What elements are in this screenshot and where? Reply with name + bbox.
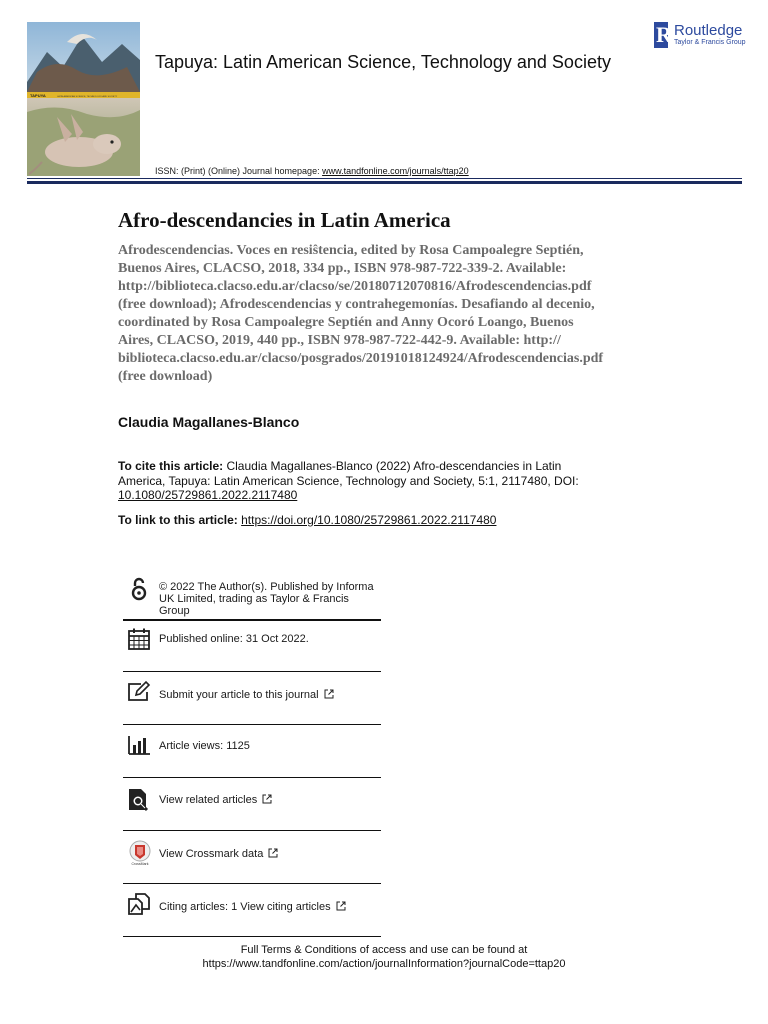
info-divider [123, 619, 381, 621]
article-title: Afro-descendancies in Latin America [118, 208, 451, 232]
subtitle-line: coordinated by Rosa Campoalegre Septién and Anny Ocoró Loango, Buenos [118, 315, 574, 330]
info-divider [123, 936, 381, 937]
bar-chart-icon [127, 733, 151, 757]
article-subtitle [118, 242, 638, 386]
issn-line [155, 166, 469, 176]
terms-footer [0, 943, 768, 971]
header-divider-thin [27, 178, 742, 179]
published-date: Published online: 31 Oct 2022. [159, 633, 309, 645]
publisher-group: Taylor & Francis Group [674, 39, 746, 46]
citing-documents-icon [127, 892, 151, 916]
citing-articles-link[interactable]: Citing articles: 1 View citing articles [159, 901, 331, 913]
citation-block [118, 459, 638, 503]
header-divider-thick [27, 181, 742, 184]
submit-article-link[interactable]: Submit your article to this journal [159, 689, 319, 701]
subtitle-line: Afrodescendencias. Voces en resiŝtencia, edited by Rosa Campoalegre Septién, [118, 243, 584, 258]
journal-cover-image [27, 22, 140, 176]
edit-icon [127, 680, 151, 704]
search-document-icon [127, 788, 151, 812]
journal-homepage-link[interactable]: www.tandfonline.com/journals/ttap20 [322, 166, 469, 176]
info-divider [123, 777, 381, 778]
link-label: To link to this article: [118, 513, 242, 527]
subtitle-line: Buenos Aires, CLACSO, 2018, 334 pp., ISBN 978-987-722-339-2. Available: [118, 261, 567, 276]
subtitle-line: (free download) [118, 369, 213, 384]
article-views: Article views: 1125 [159, 740, 250, 752]
cover-sublabel: LATIN AMERICAN SCIENCE, TECHNOLOGY AND SOCIETY [57, 96, 118, 98]
article-link-block [118, 513, 496, 527]
calendar-icon [127, 627, 151, 651]
license-line: Group [159, 605, 190, 617]
routledge-r-icon: R [656, 22, 672, 47]
license-line: © 2022 The Author(s). Published by Informa [159, 581, 374, 593]
publisher-name: Routledge [674, 22, 743, 39]
citation-text-line1: Claudia Magallanes-Blanco (2022) Afro-descendancies in Latin [223, 459, 562, 473]
info-divider [123, 883, 381, 884]
external-link-icon [336, 901, 346, 911]
subtitle-line: (free download); Afrodescendencias y contrahegemonías. Desafiando al decenio, [118, 297, 595, 312]
external-link-icon [262, 794, 272, 804]
related-articles-link[interactable]: View related articles [159, 794, 258, 806]
external-link-icon [324, 689, 334, 699]
crossmark-icon-label: CrossMark [131, 862, 149, 866]
external-link-icon [268, 848, 278, 858]
journal-title: Tapuya: Latin American Science, Technology and Society [155, 52, 611, 72]
subtitle-line: http://biblioteca.clacso.edu.ar/clacso/se/20180712070816/Afrodescendencias.pdf [118, 279, 592, 294]
issn-label: ISSN: (Print) (Online) Journal homepage: [155, 166, 323, 176]
subtitle-line: Aires, CLACSO, 2019, 440 pp., ISBN 978-987-722-442-9. Available: http:// [118, 333, 561, 348]
license-line: UK Limited, trading as Taylor & Francis [159, 593, 349, 605]
crossmark-icon [127, 840, 153, 866]
open-access-icon [127, 577, 151, 601]
terms-url[interactable]: https://www.tandfonline.com/action/journalInformation?journalCode=ttap20 [202, 958, 566, 970]
info-divider [123, 671, 381, 672]
article-author: Claudia Magallanes-Blanco [118, 414, 300, 430]
info-divider [123, 724, 381, 725]
cover-label: TAPUYA [30, 93, 46, 98]
citation-text-line2: America, Tapuya: Latin American Science, Technology and Society, 5:1, 2117480, DOI: [118, 473, 579, 488]
terms-text: Full Terms & Conditions of access and use can be found at [240, 944, 528, 956]
citation-doi-link[interactable]: 10.1080/25729861.2022.2117480 [118, 488, 298, 502]
article-doi-link[interactable]: https://doi.org/10.1080/25729861.2022.2117480 [241, 513, 497, 527]
citation-label: To cite this article: [118, 459, 224, 473]
info-divider [123, 830, 381, 831]
crossmark-link[interactable]: View Crossmark data [159, 848, 264, 860]
subtitle-line: biblioteca.clacso.edu.ar/clacso/posgrados/20191018124924/Afrodescendencias.pdf [118, 351, 604, 366]
publisher-logo[interactable] [654, 22, 750, 52]
